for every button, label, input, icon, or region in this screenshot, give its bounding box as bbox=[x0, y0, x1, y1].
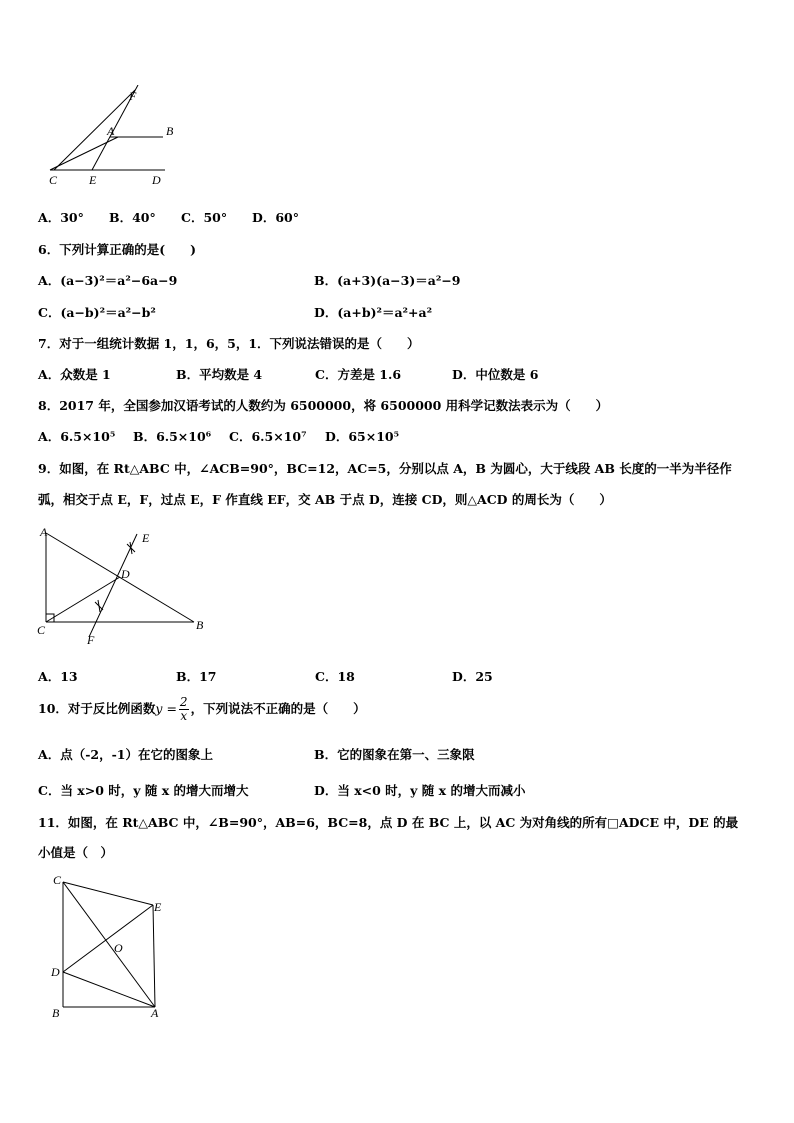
q8-option-c: C．6.5×10⁷ bbox=[229, 429, 307, 444]
q6-option-a: A．(a−3)²＝a²−6a−9 bbox=[38, 273, 178, 288]
q7-stem: 7．对于一组统计数据 1，1，6，5，1．下列说法错误的是（ ） bbox=[38, 336, 420, 351]
label-E: E bbox=[154, 900, 162, 914]
q11-stem-line2: 小值是（ ） bbox=[38, 845, 114, 860]
label-C: C bbox=[49, 173, 58, 187]
q10-fraction-num: 2 bbox=[179, 695, 188, 709]
q10-option-b: B．它的图象在第一、三象限 bbox=[314, 747, 475, 762]
label-B: B bbox=[52, 1006, 60, 1020]
q10-fraction bbox=[179, 696, 189, 723]
q5-figure bbox=[40, 85, 180, 190]
line-CA bbox=[50, 137, 118, 170]
q7-option-b: B．平均数是 4 bbox=[176, 367, 263, 382]
line-FE bbox=[54, 90, 135, 170]
label-A: A bbox=[40, 525, 48, 539]
label-O: O bbox=[114, 941, 123, 955]
q10-stem-post: ，下列说法不正确的是（ ） bbox=[190, 701, 366, 716]
q6-stem: 6．下列计算正确的是( ) bbox=[38, 242, 197, 257]
line-CE bbox=[63, 882, 153, 905]
q11-figure bbox=[48, 872, 168, 1024]
q5-option-b: B．40° bbox=[109, 210, 156, 225]
line-CD bbox=[46, 577, 120, 622]
label-D: D bbox=[121, 567, 130, 581]
q10-option-c: C．当 x>0 时，y 随 x 的增大而增大 bbox=[38, 783, 249, 798]
q8-stem: 8．2017 年，全国参加汉语考试的人数约为 6500000，将 6500000 用科学记数法表示为（ ） bbox=[38, 398, 609, 413]
q7-option-d: D．中位数是 6 bbox=[452, 367, 539, 382]
q5-option-c: C．50° bbox=[181, 210, 228, 225]
line-DA bbox=[63, 972, 155, 1007]
label-C: C bbox=[53, 873, 62, 887]
q9-figure bbox=[34, 522, 214, 650]
label-F: F bbox=[87, 633, 95, 647]
q6-option-c: C．(a−b)²＝a²−b² bbox=[38, 305, 156, 320]
q9-option-a: A．13 bbox=[38, 669, 78, 684]
line-DE bbox=[63, 905, 153, 972]
q11-stem-line1: 11．如图，在 Rt△ABC 中，∠B=90°，AB=6，BC=8，点 D 在 BC 上，以 AC 为对角线的所有□ADCE 中，DE 的最 bbox=[38, 815, 739, 830]
q8-option-a: A．6.5×10⁵ bbox=[38, 429, 116, 444]
label-D: D bbox=[152, 173, 161, 187]
label-D: D bbox=[51, 965, 60, 979]
label-E: E bbox=[89, 173, 97, 187]
q8-option-b: B．6.5×10⁶ bbox=[133, 429, 212, 444]
label-B: B bbox=[196, 618, 204, 632]
line-CA bbox=[63, 882, 155, 1007]
q5-option-d: D．60° bbox=[252, 210, 299, 225]
q7-option-c: C．方差是 1.6 bbox=[315, 367, 402, 382]
q10-stem bbox=[38, 692, 366, 726]
q5-option-a: A．30° bbox=[38, 210, 84, 225]
q6-option-b: B．(a+3)(a−3)＝a²−9 bbox=[314, 273, 461, 288]
label-B: B bbox=[166, 124, 174, 138]
label-E: E bbox=[142, 531, 150, 545]
q9-option-c: C．18 bbox=[315, 669, 355, 684]
q9-stem-line2: 弧，相交于点 E，F，过点 E，F 作直线 EF，交 AB 于点 D，连接 CD，则△ACD 的周长为（ ） bbox=[38, 492, 612, 507]
q10-fraction-den: x bbox=[180, 709, 188, 723]
q10-func-y: y = bbox=[155, 701, 177, 716]
label-A: A bbox=[151, 1006, 159, 1020]
q10-stem-pre: 10．对于反比例函数 bbox=[38, 701, 156, 716]
q10-option-a: A．点（-2，-1）在它的图象上 bbox=[38, 747, 213, 762]
q8-option-d: D．65×10⁵ bbox=[325, 429, 400, 444]
q10-option-d: D．当 x<0 时，y 随 x 的增大而减小 bbox=[314, 783, 526, 798]
label-C: C bbox=[37, 623, 46, 637]
q7-option-a: A．众数是 1 bbox=[38, 367, 111, 382]
label-A: A bbox=[107, 124, 115, 138]
q9-option-d: D．25 bbox=[452, 669, 493, 684]
q6-option-d: D．(a+b)²＝a²+a² bbox=[314, 305, 433, 320]
q9-option-b: B．17 bbox=[176, 669, 217, 684]
label-F: F bbox=[129, 89, 137, 103]
line-EA bbox=[153, 905, 155, 1007]
q9-stem-line1: 9．如图，在 Rt△ABC 中，∠ACB=90°，BC=12，AC=5，分别以点 A，B 为圆心，大于线段 AB 长度的一半为半径作 bbox=[38, 461, 732, 476]
